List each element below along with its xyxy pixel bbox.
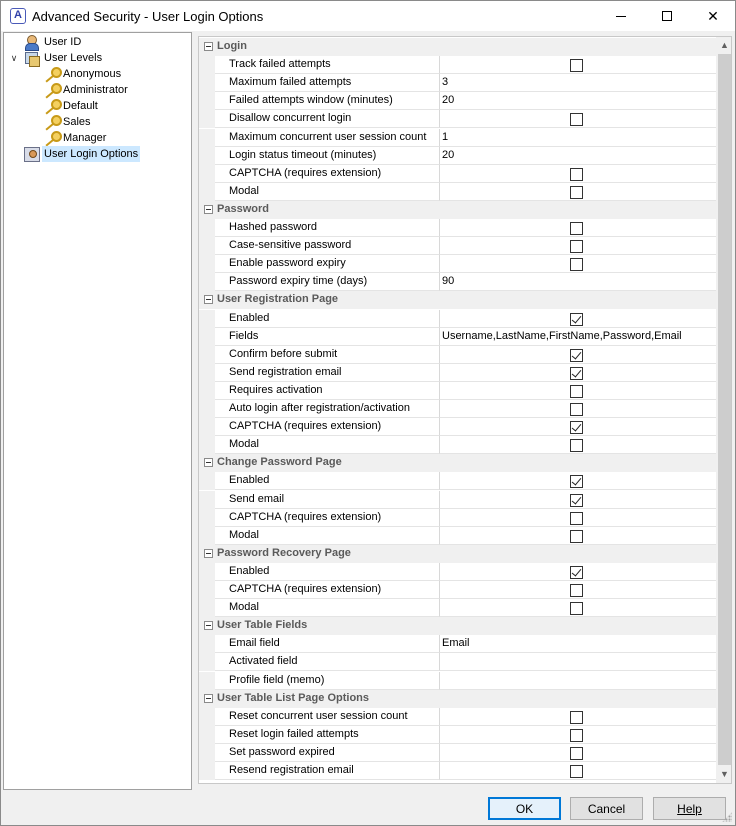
checkbox[interactable]	[570, 222, 583, 235]
property-row	[199, 74, 716, 92]
property-row	[199, 708, 716, 726]
row-gutter	[199, 599, 215, 617]
tree-item-label: Default	[63, 100, 98, 112]
property-value[interactable]: 20	[440, 92, 716, 110]
property-name[interactable]: CAPTCHA (requires extension)	[215, 581, 440, 599]
checkbox[interactable]	[570, 765, 583, 778]
property-row	[199, 509, 716, 527]
checkbox[interactable]	[570, 602, 583, 615]
property-name[interactable]: Enabled	[215, 472, 440, 490]
property-row	[199, 418, 716, 436]
checkbox-checked[interactable]	[570, 421, 583, 434]
key-icon	[43, 66, 59, 82]
property-value-cell[interactable]	[440, 310, 716, 328]
property-value[interactable]: Username,LastName,FirstName,Password,Email	[440, 328, 716, 346]
property-name[interactable]: Confirm before submit	[215, 346, 440, 364]
property-value-cell[interactable]	[440, 56, 716, 74]
ok-button[interactable]: OK	[488, 797, 561, 820]
app-icon: A	[10, 8, 26, 24]
property-row	[199, 328, 716, 346]
category-header[interactable]	[199, 454, 716, 472]
maximize-button[interactable]	[644, 1, 690, 31]
row-gutter	[199, 110, 215, 128]
property-value-cell[interactable]	[440, 382, 716, 400]
property-name[interactable]: Modal	[215, 527, 440, 545]
minimize-button[interactable]	[598, 1, 644, 31]
row-gutter	[199, 273, 215, 291]
scrollbar-thumb[interactable]	[718, 54, 731, 765]
property-name[interactable]: Reset login failed attempts	[215, 726, 440, 744]
property-name[interactable]: Set password expired	[215, 744, 440, 762]
row-gutter	[199, 74, 215, 92]
property-row	[199, 346, 716, 364]
property-row	[199, 273, 716, 291]
row-gutter	[199, 147, 215, 165]
tree-item[interactable]	[43, 82, 130, 98]
checkbox[interactable]	[570, 59, 583, 72]
tree-item-label: Manager	[63, 132, 107, 144]
checkbox-checked[interactable]	[570, 475, 583, 488]
tree-item-label: User ID	[44, 36, 82, 48]
tree-item[interactable]	[43, 98, 100, 114]
settings-tree[interactable]	[3, 32, 192, 790]
row-gutter	[199, 92, 215, 110]
key-icon	[43, 98, 59, 114]
tree-item-label: User Levels	[44, 52, 103, 64]
category-header[interactable]	[199, 690, 716, 708]
title-bar	[1, 1, 735, 31]
property-value-cell[interactable]	[440, 744, 716, 762]
close-button[interactable]	[690, 1, 736, 31]
property-row	[199, 129, 716, 147]
category-label: Login	[217, 40, 247, 52]
row-gutter	[199, 563, 215, 581]
property-value-cell[interactable]	[440, 491, 716, 509]
property-name[interactable]: Enable password expiry	[215, 255, 440, 273]
checkbox[interactable]	[570, 186, 583, 199]
property-value-cell[interactable]	[440, 527, 716, 545]
category-header[interactable]	[199, 38, 716, 56]
property-value-cell[interactable]	[440, 472, 716, 490]
tree-item[interactable]	[43, 130, 108, 146]
property-value-cell[interactable]	[440, 183, 716, 201]
checkbox[interactable]	[570, 729, 583, 742]
property-row	[199, 183, 716, 201]
tree-item[interactable]	[43, 114, 93, 130]
property-value[interactable]: 1	[440, 129, 716, 147]
property-row	[199, 436, 716, 454]
property-name[interactable]: Requires activation	[215, 382, 440, 400]
property-name[interactable]: Enabled	[215, 563, 440, 581]
row-gutter	[199, 346, 215, 364]
property-row	[199, 92, 716, 110]
key-icon	[43, 130, 59, 146]
category-header[interactable]	[199, 545, 716, 563]
collapse-icon[interactable]	[204, 295, 213, 304]
property-row	[199, 400, 716, 418]
row-gutter	[199, 708, 215, 726]
property-value[interactable]: 20	[440, 147, 716, 165]
property-name[interactable]: Email field	[215, 635, 440, 653]
property-name[interactable]: CAPTCHA (requires extension)	[215, 509, 440, 527]
property-value-cell[interactable]	[440, 708, 716, 726]
property-value-cell[interactable]	[440, 762, 716, 780]
property-row	[199, 364, 716, 382]
property-value-cell[interactable]	[440, 726, 716, 744]
tree-item-label: Sales	[63, 116, 91, 128]
property-name[interactable]: Failed attempts window (minutes)	[215, 92, 440, 110]
login-options-icon	[24, 146, 40, 162]
property-name[interactable]: Reset concurrent user session count	[215, 708, 440, 726]
chevron-down-icon[interactable]: ∨	[10, 53, 18, 63]
row-gutter	[199, 726, 215, 744]
property-name[interactable]: Resend registration email	[215, 762, 440, 780]
property-row	[199, 165, 716, 183]
checkbox[interactable]	[570, 403, 583, 416]
property-value-cell[interactable]	[440, 165, 716, 183]
user-levels-icon	[24, 50, 40, 66]
property-row	[199, 527, 716, 545]
property-name[interactable]: Password expiry time (days)	[215, 273, 440, 291]
checkbox[interactable]	[570, 584, 583, 597]
category-header[interactable]	[199, 201, 716, 219]
property-name[interactable]: Login status timeout (minutes)	[215, 147, 440, 165]
property-row	[199, 672, 716, 690]
property-value-cell[interactable]	[440, 346, 716, 364]
property-value[interactable]	[440, 672, 716, 690]
category-label: User Registration Page	[217, 293, 339, 306]
checkbox[interactable]	[570, 258, 583, 271]
property-name[interactable]: Modal	[215, 183, 440, 201]
property-value-cell[interactable]	[440, 364, 716, 382]
row-gutter	[199, 219, 215, 237]
property-value[interactable]	[440, 653, 716, 671]
property-name[interactable]: Case-sensitive password	[215, 237, 440, 255]
checkbox-checked[interactable]	[570, 494, 583, 507]
property-row	[199, 491, 716, 509]
collapse-icon[interactable]	[204, 621, 213, 630]
row-gutter	[199, 491, 215, 509]
property-row	[199, 382, 716, 400]
property-name[interactable]: Disallow concurrent login	[215, 110, 440, 128]
property-value-cell[interactable]	[440, 563, 716, 581]
row-gutter	[199, 436, 215, 454]
row-gutter	[199, 472, 215, 490]
scroll-down-icon[interactable]: ▼	[720, 769, 729, 779]
property-row	[199, 762, 716, 780]
row-gutter	[199, 762, 215, 780]
category-label: User Table List Page Options	[217, 691, 369, 704]
category-label: Change Password Page	[217, 456, 342, 469]
cancel-button[interactable]: Cancel	[570, 797, 643, 820]
row-gutter	[199, 255, 215, 273]
property-value[interactable]: 3	[440, 74, 716, 92]
property-row	[199, 56, 716, 74]
checkbox[interactable]	[570, 385, 583, 398]
row-gutter	[199, 382, 215, 400]
property-value-cell[interactable]	[440, 581, 716, 599]
property-value-cell[interactable]	[440, 219, 716, 237]
row-gutter	[199, 400, 215, 418]
minimize-icon	[616, 16, 626, 17]
property-value-cell[interactable]	[440, 110, 716, 128]
property-name[interactable]: Maximum concurrent user session count	[215, 129, 440, 147]
checkbox[interactable]	[570, 530, 583, 543]
property-row	[199, 599, 716, 617]
property-row	[199, 563, 716, 581]
property-name[interactable]: Auto login after registration/activation	[215, 400, 440, 418]
property-name[interactable]: CAPTCHA (requires extension)	[215, 418, 440, 436]
row-gutter	[199, 418, 215, 436]
property-row	[199, 472, 716, 490]
property-name[interactable]: Maximum failed attempts	[215, 74, 440, 92]
property-row	[199, 255, 716, 273]
checkbox[interactable]	[570, 240, 583, 253]
property-name[interactable]: Activated field	[215, 653, 440, 671]
category-header[interactable]	[199, 617, 716, 635]
collapse-icon[interactable]	[204, 42, 213, 51]
key-icon	[43, 82, 59, 98]
property-value-cell[interactable]	[440, 400, 716, 418]
property-name[interactable]: Send registration email	[215, 364, 440, 382]
row-gutter	[199, 183, 215, 201]
row-gutter	[199, 237, 215, 255]
property-value[interactable]: Email	[440, 635, 716, 653]
property-name[interactable]: Send email	[215, 491, 440, 509]
property-value-cell[interactable]	[440, 237, 716, 255]
row-gutter	[199, 129, 215, 147]
row-gutter	[199, 165, 215, 183]
tree-item[interactable]	[10, 50, 104, 66]
collapse-icon[interactable]	[204, 549, 213, 558]
property-name[interactable]: Profile field (memo)	[215, 672, 440, 690]
property-row	[199, 653, 716, 671]
tree-item-label: User Login Options	[44, 148, 139, 160]
tree-item-label: Administrator	[63, 84, 128, 96]
property-value-cell[interactable]	[440, 418, 716, 436]
property-grid[interactable]	[198, 36, 732, 784]
close-icon: ✕	[707, 7, 719, 24]
property-row	[199, 726, 716, 744]
checkbox[interactable]	[570, 168, 583, 181]
property-value-cell[interactable]	[440, 599, 716, 617]
key-icon	[43, 114, 59, 130]
window-title: Advanced Security - User Login Options	[32, 9, 264, 24]
tree-item-label: Anonymous	[63, 68, 122, 80]
property-value-cell[interactable]	[440, 255, 716, 273]
row-gutter	[199, 635, 215, 653]
row-gutter	[199, 672, 215, 690]
tree-item[interactable]	[24, 146, 140, 162]
checkbox-checked[interactable]	[570, 349, 583, 362]
property-name[interactable]: CAPTCHA (requires extension)	[215, 165, 440, 183]
row-gutter	[199, 744, 215, 762]
tree-item[interactable]	[43, 66, 123, 82]
property-row	[199, 744, 716, 762]
property-name[interactable]: Modal	[215, 436, 440, 454]
vertical-scrollbar[interactable]	[716, 37, 732, 783]
property-name[interactable]: Track failed attempts	[215, 56, 440, 74]
scroll-up-icon[interactable]: ▲	[720, 40, 729, 50]
checkbox-checked[interactable]	[570, 313, 583, 326]
checkbox[interactable]	[570, 747, 583, 760]
row-gutter	[199, 509, 215, 527]
row-gutter	[199, 364, 215, 382]
checkbox[interactable]	[570, 113, 583, 126]
category-label: User Table Fields	[217, 619, 308, 632]
tree-item[interactable]	[24, 34, 83, 50]
row-gutter	[199, 310, 215, 328]
row-gutter	[199, 527, 215, 545]
help-button[interactable]: Help	[653, 797, 726, 820]
property-row	[199, 581, 716, 599]
collapse-icon[interactable]	[204, 458, 213, 467]
property-row	[199, 110, 716, 128]
row-gutter	[199, 653, 215, 671]
collapse-icon[interactable]	[204, 205, 213, 214]
property-name[interactable]: Hashed password	[215, 219, 440, 237]
row-gutter	[199, 328, 215, 346]
row-gutter	[199, 56, 215, 74]
property-value-cell[interactable]	[440, 509, 716, 527]
checkbox-checked[interactable]	[570, 367, 583, 380]
maximize-icon	[662, 11, 672, 21]
property-name[interactable]: Fields	[215, 328, 440, 346]
property-value-cell[interactable]	[440, 436, 716, 454]
category-header[interactable]	[199, 291, 716, 309]
property-row	[199, 147, 716, 165]
property-row	[199, 310, 716, 328]
property-name[interactable]: Modal	[215, 599, 440, 617]
property-row	[199, 219, 716, 237]
property-row	[199, 237, 716, 255]
checkbox[interactable]	[570, 439, 583, 452]
property-name[interactable]: Enabled	[215, 310, 440, 328]
checkbox[interactable]	[570, 711, 583, 724]
category-label: Password Recovery Page	[217, 546, 351, 559]
user-icon	[24, 34, 40, 50]
checkbox-checked[interactable]	[570, 566, 583, 579]
category-label: Password	[217, 202, 269, 215]
property-row	[199, 635, 716, 653]
row-gutter	[199, 581, 215, 599]
property-value[interactable]: 90	[440, 273, 716, 291]
collapse-icon[interactable]	[204, 694, 213, 703]
checkbox[interactable]	[570, 512, 583, 525]
